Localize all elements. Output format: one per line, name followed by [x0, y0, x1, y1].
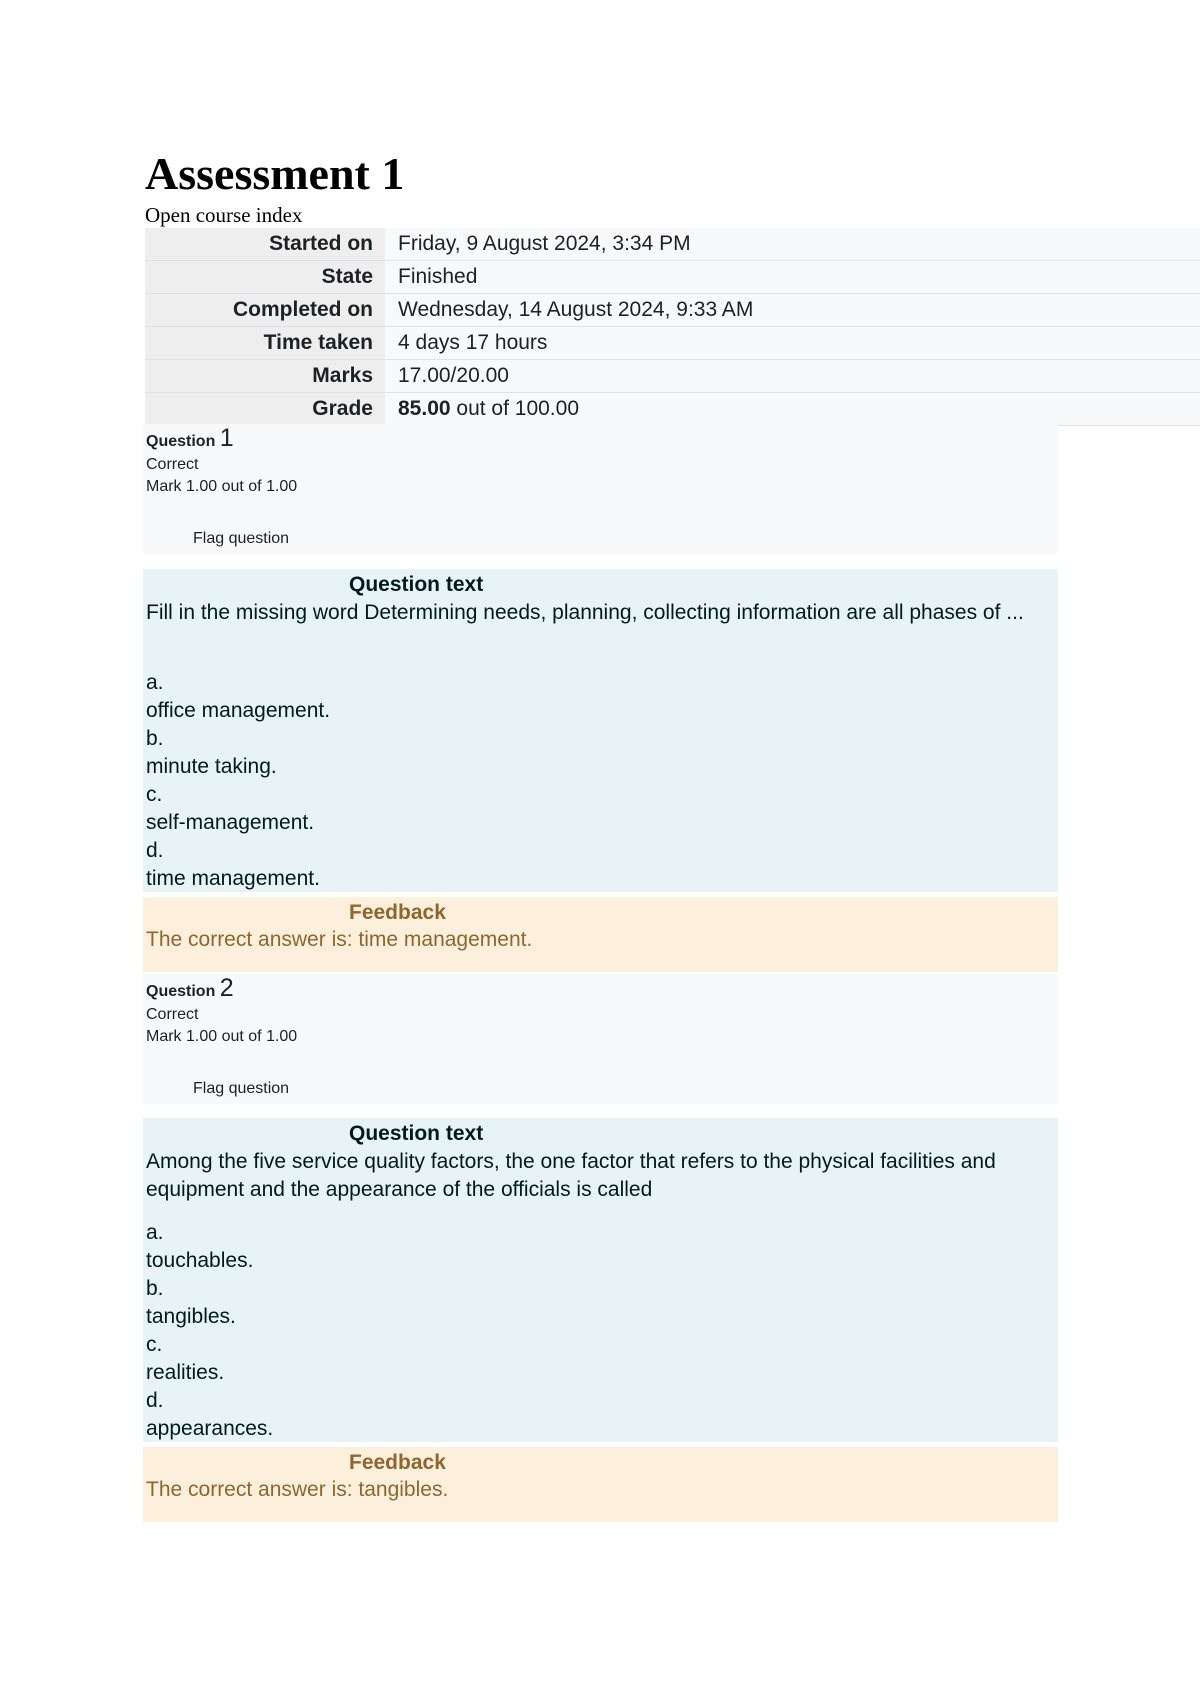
summary-label: State: [145, 261, 385, 294]
question-info-2: [143, 974, 1058, 1104]
grade-value: 85.00: [398, 397, 451, 420]
summary-row-state: [145, 261, 1200, 294]
feedback-panel-1: [143, 897, 1058, 972]
flag-icon: [175, 531, 187, 543]
question-grade: Mark 1.00 out of 1.00: [146, 1028, 298, 1045]
flag-question-label: Flag question: [193, 1080, 290, 1097]
summary-value: [385, 393, 1200, 426]
answer-option[interactable]: realities.: [146, 1361, 225, 1384]
feedback-panel-2: [143, 1447, 1058, 1522]
answer-option[interactable]: appearances.: [146, 1417, 274, 1440]
answer-option[interactable]: office management.: [146, 699, 331, 722]
question-number: Question 1: [146, 424, 234, 452]
summary-value: Friday, 9 August 2024, 3:34 PM: [385, 228, 1200, 261]
summary-row-completed: [145, 294, 1200, 327]
open-course-index-link[interactable]: Open course index: [145, 203, 303, 227]
question-formulation-1: [143, 569, 1058, 892]
answer-option[interactable]: touchables.: [146, 1249, 254, 1272]
summary-value: Wednesday, 14 August 2024, 9:33 AM: [385, 294, 1200, 327]
answer-options: [146, 669, 330, 893]
grade-total: out of 100.00: [450, 397, 580, 420]
option-letter: c.: [146, 1333, 163, 1356]
option-letter: d.: [146, 1389, 164, 1412]
option-letter: a.: [146, 1221, 164, 1244]
option-letter: b.: [146, 727, 164, 750]
option-letter: c.: [146, 783, 163, 806]
answer-option[interactable]: minute taking.: [146, 755, 277, 778]
summary-value: Finished: [385, 261, 1200, 294]
question-number: Question 2: [146, 974, 234, 1002]
summary-label: Time taken: [145, 327, 385, 360]
summary-value: 4 days 17 hours: [385, 327, 1200, 360]
option-letter: a.: [146, 671, 164, 694]
summary-row-started: [145, 228, 1200, 261]
flag-question-button[interactable]: [193, 530, 289, 548]
summary-label: Grade: [145, 393, 385, 426]
answer-option[interactable]: time management.: [146, 867, 320, 890]
question-text: Fill in the missing word Determining needs, planning, collecting information are all phases of ...: [146, 601, 1024, 624]
flag-question-button[interactable]: [193, 1080, 289, 1098]
answer-option[interactable]: self-management.: [146, 811, 315, 834]
question-info-1: [143, 424, 1058, 554]
flag-question-label: Flag question: [193, 530, 290, 547]
question-state: Correct: [146, 1006, 199, 1023]
option-letter: d.: [146, 839, 164, 862]
flag-icon: [175, 1081, 187, 1093]
feedback-heading: Feedback: [349, 901, 446, 924]
option-letter: b.: [146, 1277, 164, 1300]
summary-value: 17.00/20.00: [385, 360, 1200, 393]
page-title: Assessment 1: [145, 148, 405, 199]
summary-label: Started on: [145, 228, 385, 261]
summary-row-time-taken: [145, 327, 1200, 360]
question-formulation-2: [143, 1118, 1058, 1442]
right-answer: The correct answer is: tangibles.: [146, 1478, 449, 1501]
summary-label: Completed on: [145, 294, 385, 327]
summary-row-marks: [145, 360, 1200, 393]
summary-label: Marks: [145, 360, 385, 393]
summary-row-grade: [145, 393, 1200, 426]
answer-options: [146, 1219, 273, 1443]
attempt-summary-table: [145, 228, 1200, 426]
question-text-heading: Question text: [349, 1122, 484, 1145]
question-text: Among the five service quality factors, the one factor that refers to the physical facilities and equipment and the appearance of the officials is called: [146, 1150, 996, 1201]
question-grade: Mark 1.00 out of 1.00: [146, 478, 298, 495]
question-text-heading: Question text: [349, 573, 484, 596]
feedback-heading: Feedback: [349, 1451, 446, 1474]
right-answer: The correct answer is: time management.: [146, 928, 533, 951]
question-state: Correct: [146, 456, 199, 473]
answer-option[interactable]: tangibles.: [146, 1305, 236, 1328]
